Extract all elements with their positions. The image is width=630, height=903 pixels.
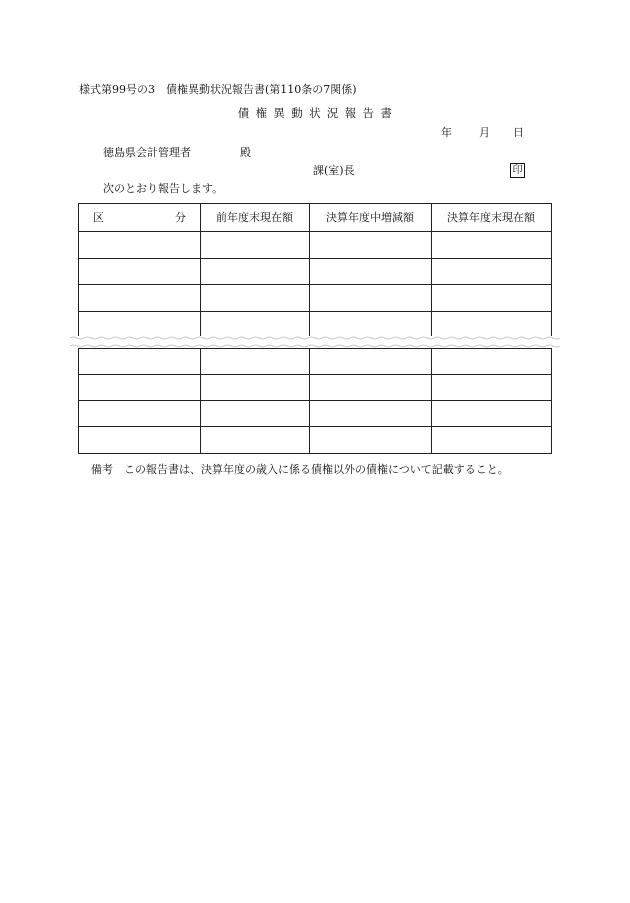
sender-title: 課(室)長 [313,164,355,177]
document-title: 債権異動状況報告書 [237,106,399,120]
date-day-label: 日 [513,126,524,139]
header-row-divider [79,231,551,232]
table-row [79,374,551,375]
header-kubun-char-1: 区 [93,211,104,224]
seal-mark: 印 [510,163,525,178]
table-continuation-break [70,336,560,348]
intro-text: 次のとおり報告します。 [103,182,224,195]
table-row [79,348,551,349]
header-change-during-year: 決算年度中増減額 [326,211,414,224]
form-number-header: 様式第99号の3 債権異動状況報告書(第110条の7関係) [79,83,357,96]
remarks-note: 備考 この報告書は、決算年度の歳入に係る債権以外の債権について記載すること。 [91,463,509,476]
header-kubun [79,204,200,231]
column-divider [431,204,432,453]
table-row [79,258,551,259]
header-prev-year-end: 前年度末現在額 [216,211,293,224]
header-current-year-end: 決算年度末現在額 [447,211,535,224]
recipient-honorific: 殿 [240,146,251,159]
column-divider [200,204,201,453]
date-year-label: 年 [441,126,452,139]
wavy-break-line-bottom [70,344,560,348]
report-table [78,203,552,454]
table-row [79,284,551,285]
wavy-break-line-top [70,336,560,340]
table-row [79,426,551,427]
column-divider [309,204,310,453]
table-row [79,311,551,312]
header-kubun-char-2: 分 [175,211,186,224]
table-row [79,400,551,401]
recipient-name: 徳島県会計管理者 [103,146,191,159]
date-month-label: 月 [479,126,490,139]
